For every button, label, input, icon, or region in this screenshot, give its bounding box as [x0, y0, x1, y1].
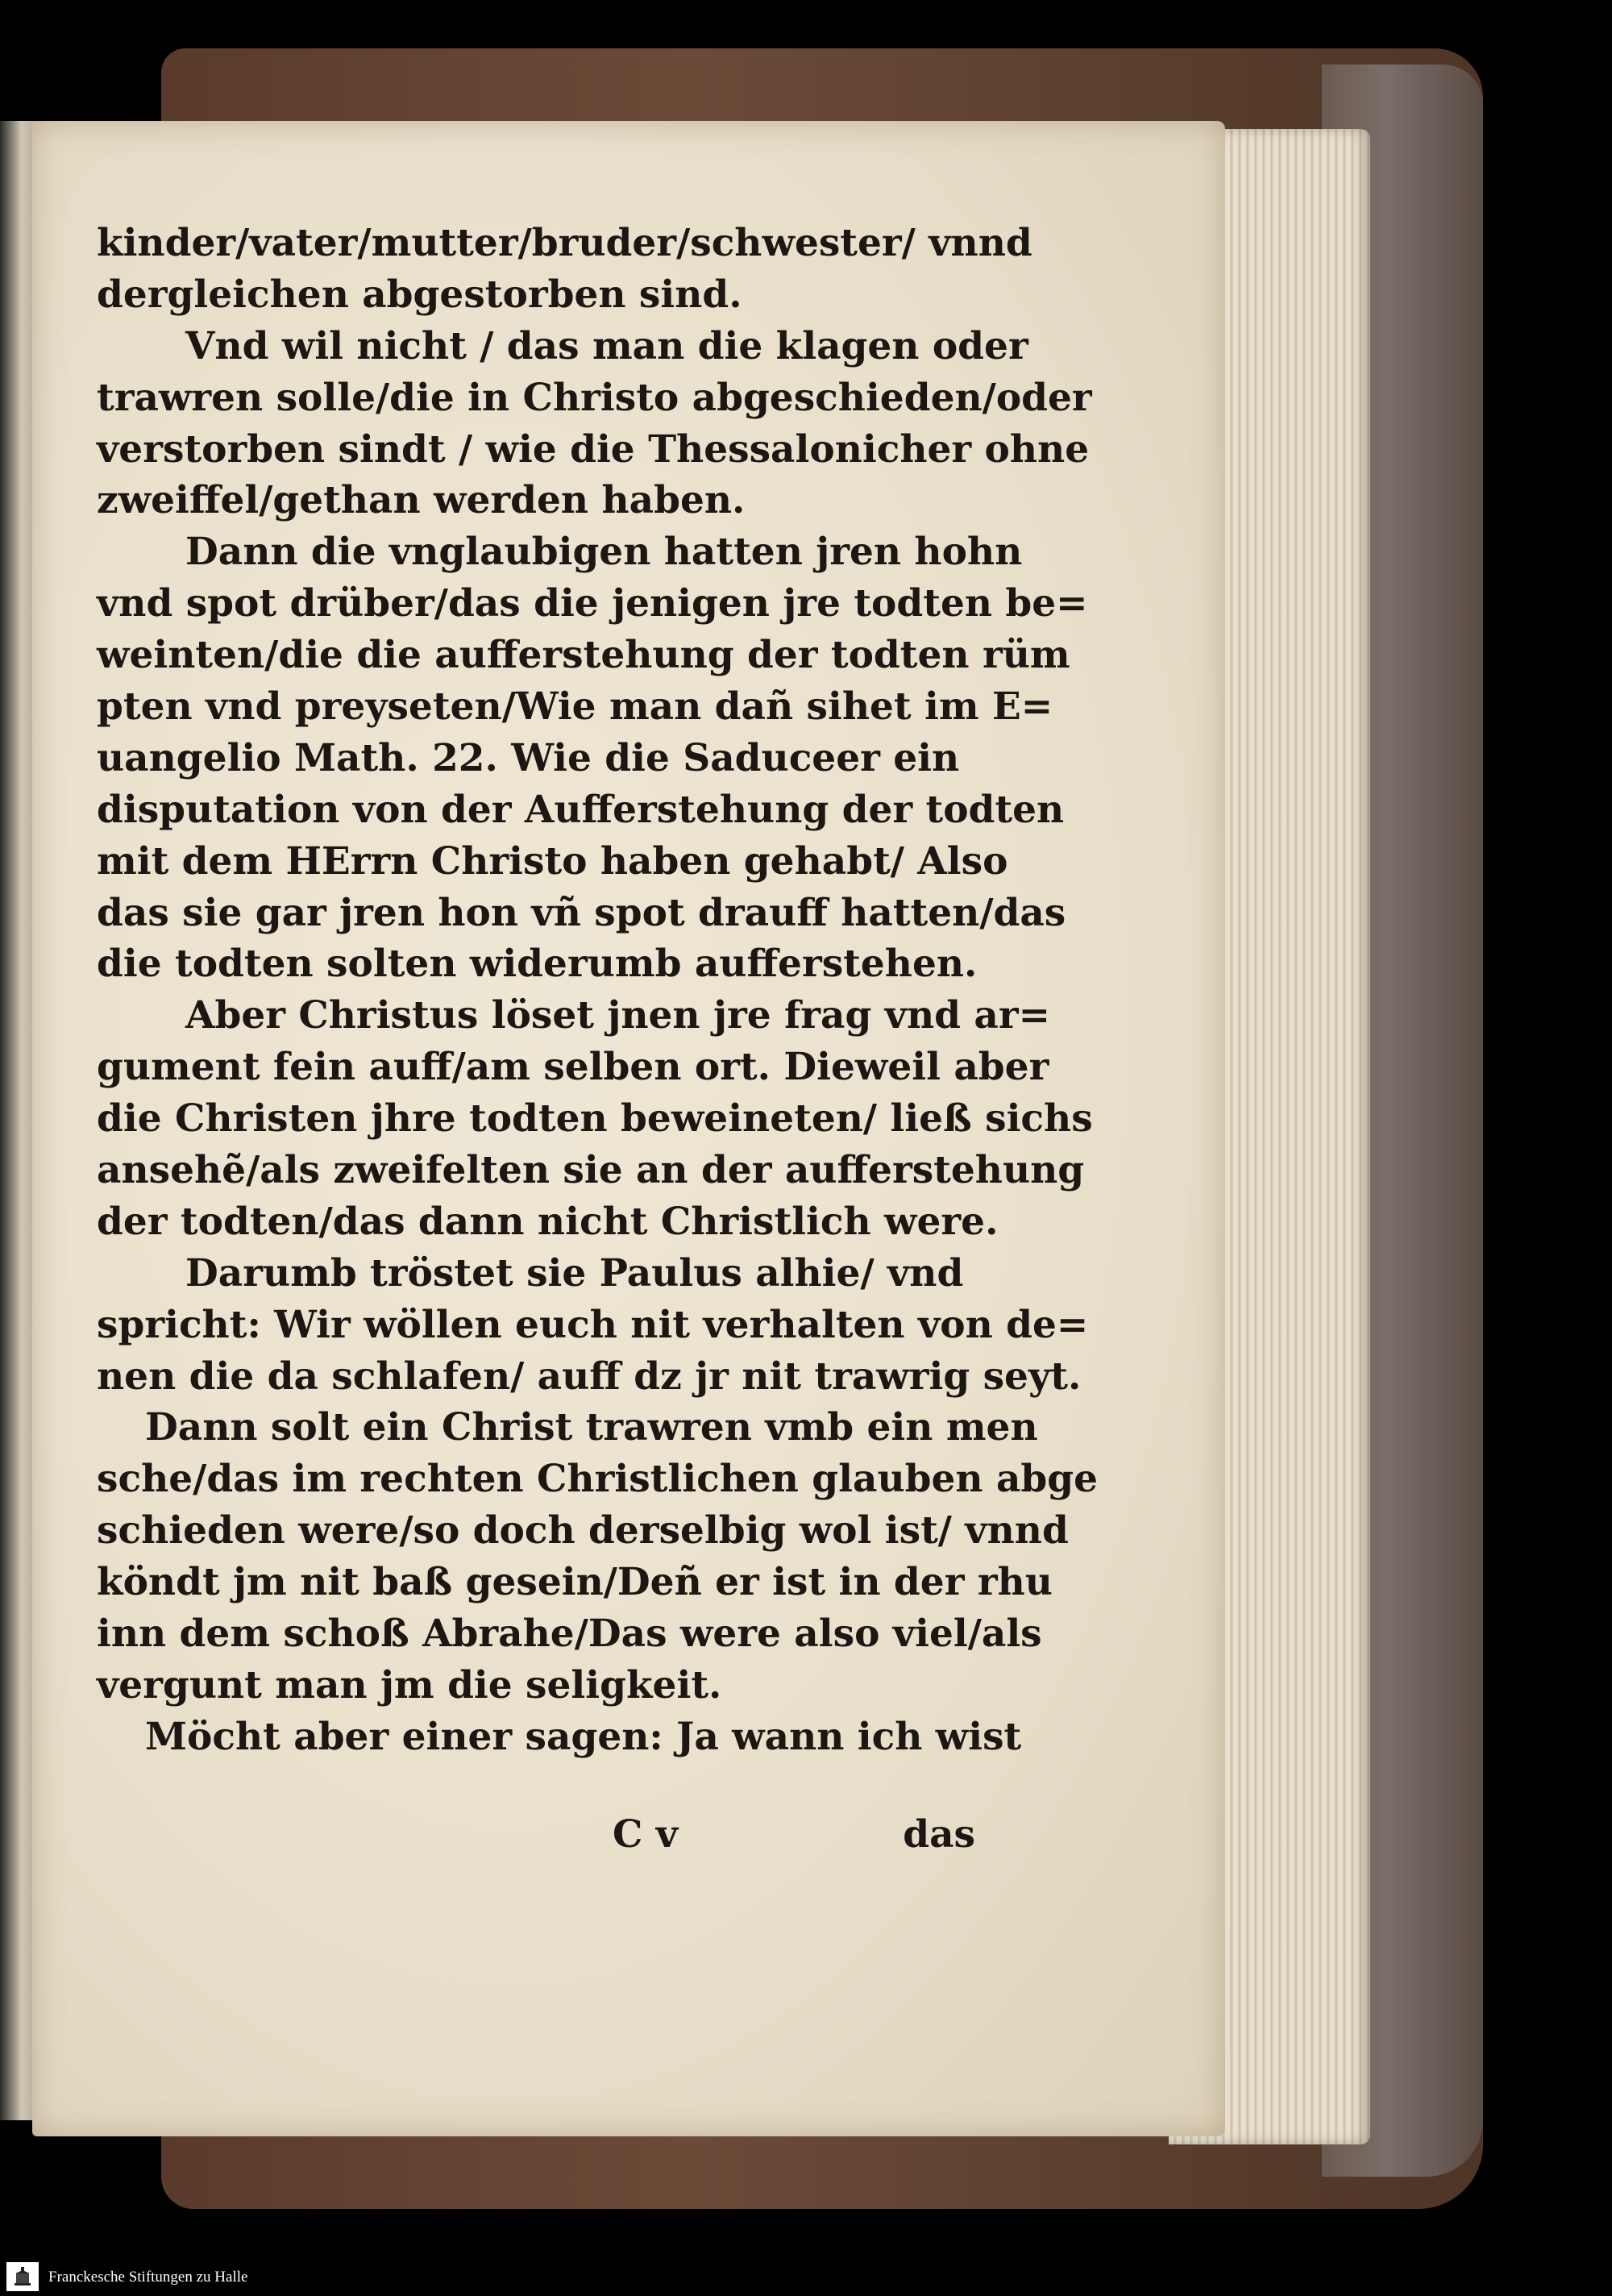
text-line: gument fein auff/am selben ort. Dieweil aber [97, 1045, 1049, 1090]
text-line: sche/das im rechten Christlichen glauben abge [97, 1457, 1099, 1502]
text-line: dergleichen abgestorben sind. [97, 272, 742, 317]
text-line: Dann solt ein Christ trawren vmb ein men [145, 1405, 1038, 1450]
text-line: disputation von der Aufferstehung der todten [97, 787, 1065, 832]
text-line: ansehẽ/als zweifelten sie an der aufferstehung [97, 1148, 1085, 1193]
catchword: das [903, 1812, 975, 1857]
text-line: nen die da schlafen/ auff dz jr nit trawrig seyt. [97, 1354, 1082, 1399]
text-line: trawren solle/die in Christo abgeschieden/oder [97, 375, 1092, 420]
text-line: vnd spot drüber/das die jenigen jre todten be= [97, 581, 1088, 626]
text-line: Möcht aber einer sagen: Ja wann ich wist [145, 1714, 1022, 1759]
page-footer [97, 1812, 975, 1864]
text-line: inn dem schoß Abrahe/Das were also viel/als [97, 1612, 1042, 1657]
text-line: die todten solten widerumb aufferstehen. [97, 942, 978, 987]
text-line: mit dem HErrn Christo haben gehabt/ Also [97, 838, 1008, 884]
credit-text: Franckesche Stiftungen zu Halle [48, 2269, 248, 2286]
text-line: weinten/die die aufferstehung der todten rüm [97, 633, 1070, 678]
text-line: spricht: Wir wöllen euch nit verhalten von de= [97, 1302, 1089, 1347]
text-line: vergunt man jm die seligkeit. [97, 1662, 722, 1707]
text-line: uangelio Math. 22. Wie die Saduceer ein [97, 735, 960, 780]
text-line: die Christen jhre todten beweineten/ ließ sichs [97, 1096, 1093, 1142]
institution-logo-icon [6, 2262, 39, 2291]
text-line: schieden were/so doch derselbig wol ist/ vnnd [97, 1508, 1069, 1554]
text-line: das sie gar jren hon vñ spot drauff hatten/das [97, 890, 1066, 935]
page-text [97, 218, 1099, 1763]
text-line: verstorben sindt / wie die Thessalonicher ohne [97, 426, 1090, 472]
text-line: Darumb tröstet sie Paulus alhie/ vnd [185, 1250, 964, 1296]
left-page-edge [0, 121, 35, 2120]
text-line: Vnd wil nicht / das man die klagen oder [185, 323, 1028, 368]
signature-mark: C v [613, 1812, 679, 1857]
text-line: kinder/vater/mutter/bruder/schwester/ vnnd [97, 221, 1032, 265]
text-line: Aber Christus löset jnen jre frag vnd ar= [185, 993, 1050, 1038]
text-line: Dann die vnglaubigen hatten jren hohn [185, 530, 1023, 575]
text-line: der todten/das dann nicht Christlich were. [97, 1199, 999, 1244]
text-line: köndt jm nit baß gesein/Deñ er ist in der rhu [97, 1560, 1053, 1605]
text-line: zweiffel/gethan werden haben. [97, 478, 746, 523]
text-line: pten vnd preyseten/Wie man dañ sihet im E= [97, 684, 1053, 730]
